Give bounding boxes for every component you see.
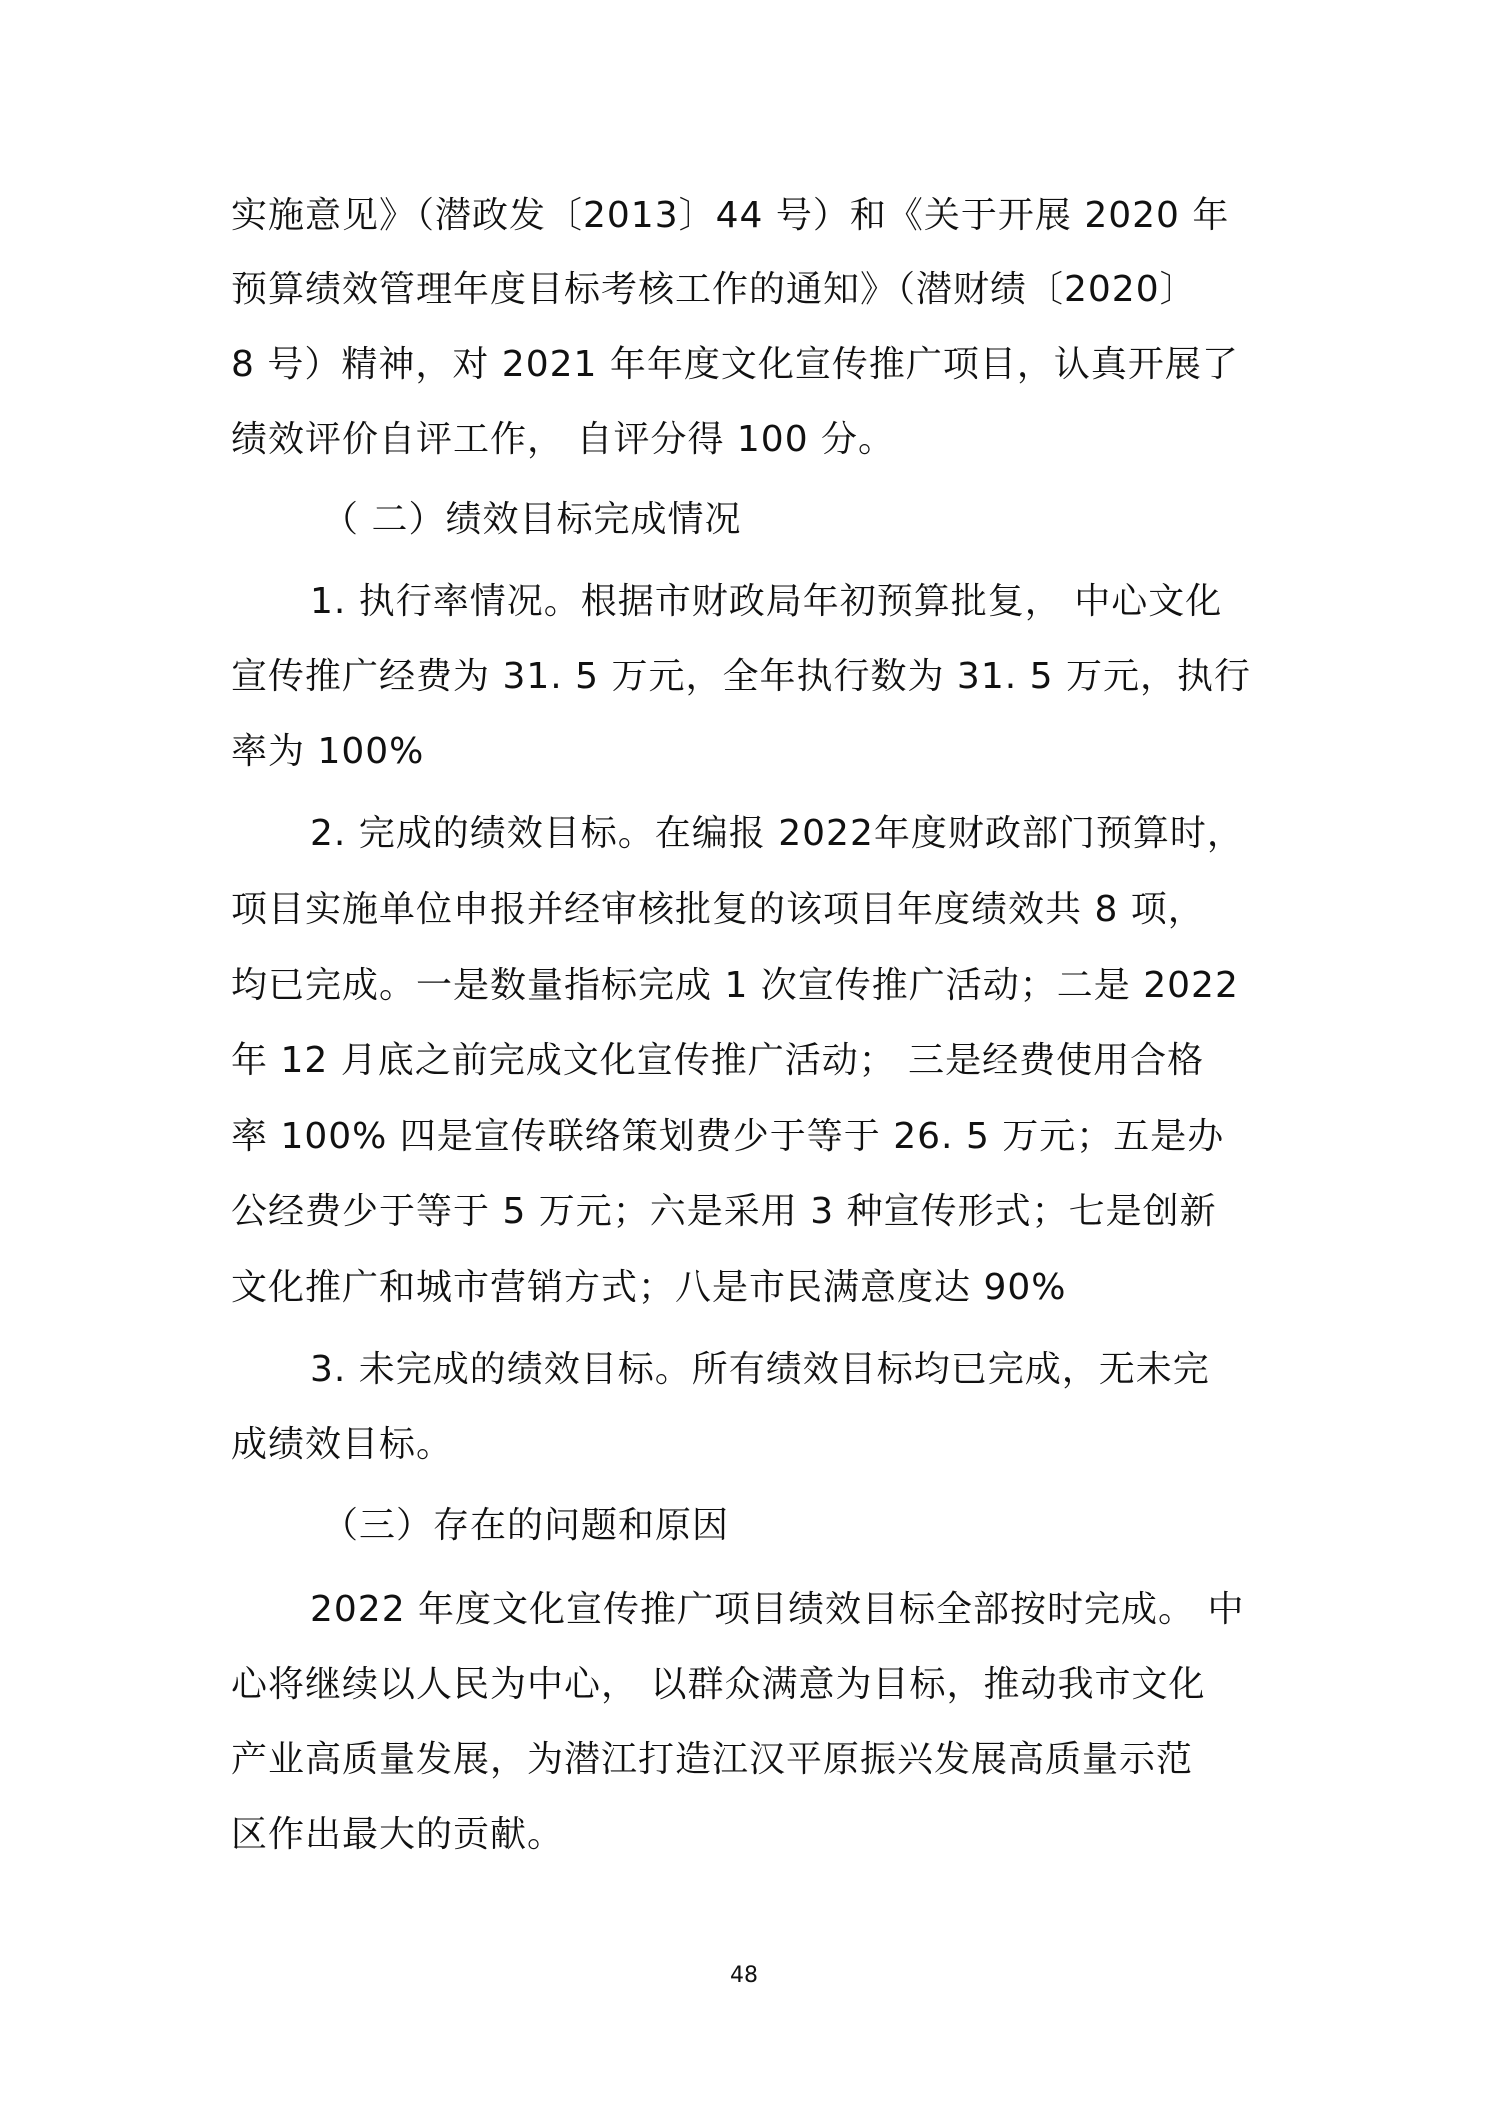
text-line: 心将继续以人民为中心， 以群众满意为目标，推动我市文化 xyxy=(231,1664,1206,1705)
text-line: 8 号）精神，对 2021 年年度文化宣传推广项目，认真开展了 xyxy=(231,344,1239,385)
text-line: 实施意见》（潜政发〔2013〕44 号）和《关于开展 2020 年 xyxy=(231,195,1230,236)
text-line: 率 100% 四是宣传联络策划费少于等于 26. 5 万元；五是办 xyxy=(231,1116,1225,1157)
text-line: 率为 100% xyxy=(231,731,425,772)
text-line: 预算绩效管理年度目标考核工作的通知》（潜财绩〔2020〕 xyxy=(231,269,1197,310)
text-line: 公经费少于等于 5 万元；六是采用 3 种宣传形式；七是创新 xyxy=(231,1191,1217,1232)
text-line: 文化推广和城市营销方式；八是市民满意度达 90% xyxy=(231,1267,1067,1308)
text-line: 3. 未完成的绩效目标。所有绩效目标均已完成，无未完 xyxy=(310,1349,1210,1390)
text-line: 产业高质量发展，为潜江打造江汉平原振兴发展高质量示范 xyxy=(231,1739,1194,1780)
text-line: 2. 完成的绩效目标。在编报 2022年度财政部门预算时， xyxy=(310,813,1244,854)
text-line: 成绩效目标。 xyxy=(231,1424,454,1465)
text-line: 区作出最大的贡献。 xyxy=(231,1814,565,1855)
text-line: 项目实施单位申报并经审核批复的该项目年度绩效共 8 项， xyxy=(231,889,1205,930)
text-line: 2022 年度文化宣传推广项目绩效目标全部按时完成。 中 xyxy=(310,1589,1245,1630)
text-line: 均已完成。一是数量指标完成 1 次宣传推广活动；二是 2022 xyxy=(231,965,1239,1006)
text-line: 1. 执行率情况。根据市财政局年初预算批复， 中心文化 xyxy=(310,581,1223,622)
section-heading: （三）存在的问题和原因 xyxy=(322,1505,730,1546)
text-line: 宣传推广经费为 31. 5 万元，全年执行数为 31. 5 万元，执行 xyxy=(231,656,1251,697)
page-number: 48 xyxy=(730,1963,758,1988)
text-line: 绩效评价自评工作， 自评分得 100 分。 xyxy=(231,419,896,460)
section-heading: （ 二）绩效目标完成情况 xyxy=(322,499,742,540)
text-line: 年 12 月底之前完成文化宣传推广活动； 三是经费使用合格 xyxy=(231,1040,1205,1081)
